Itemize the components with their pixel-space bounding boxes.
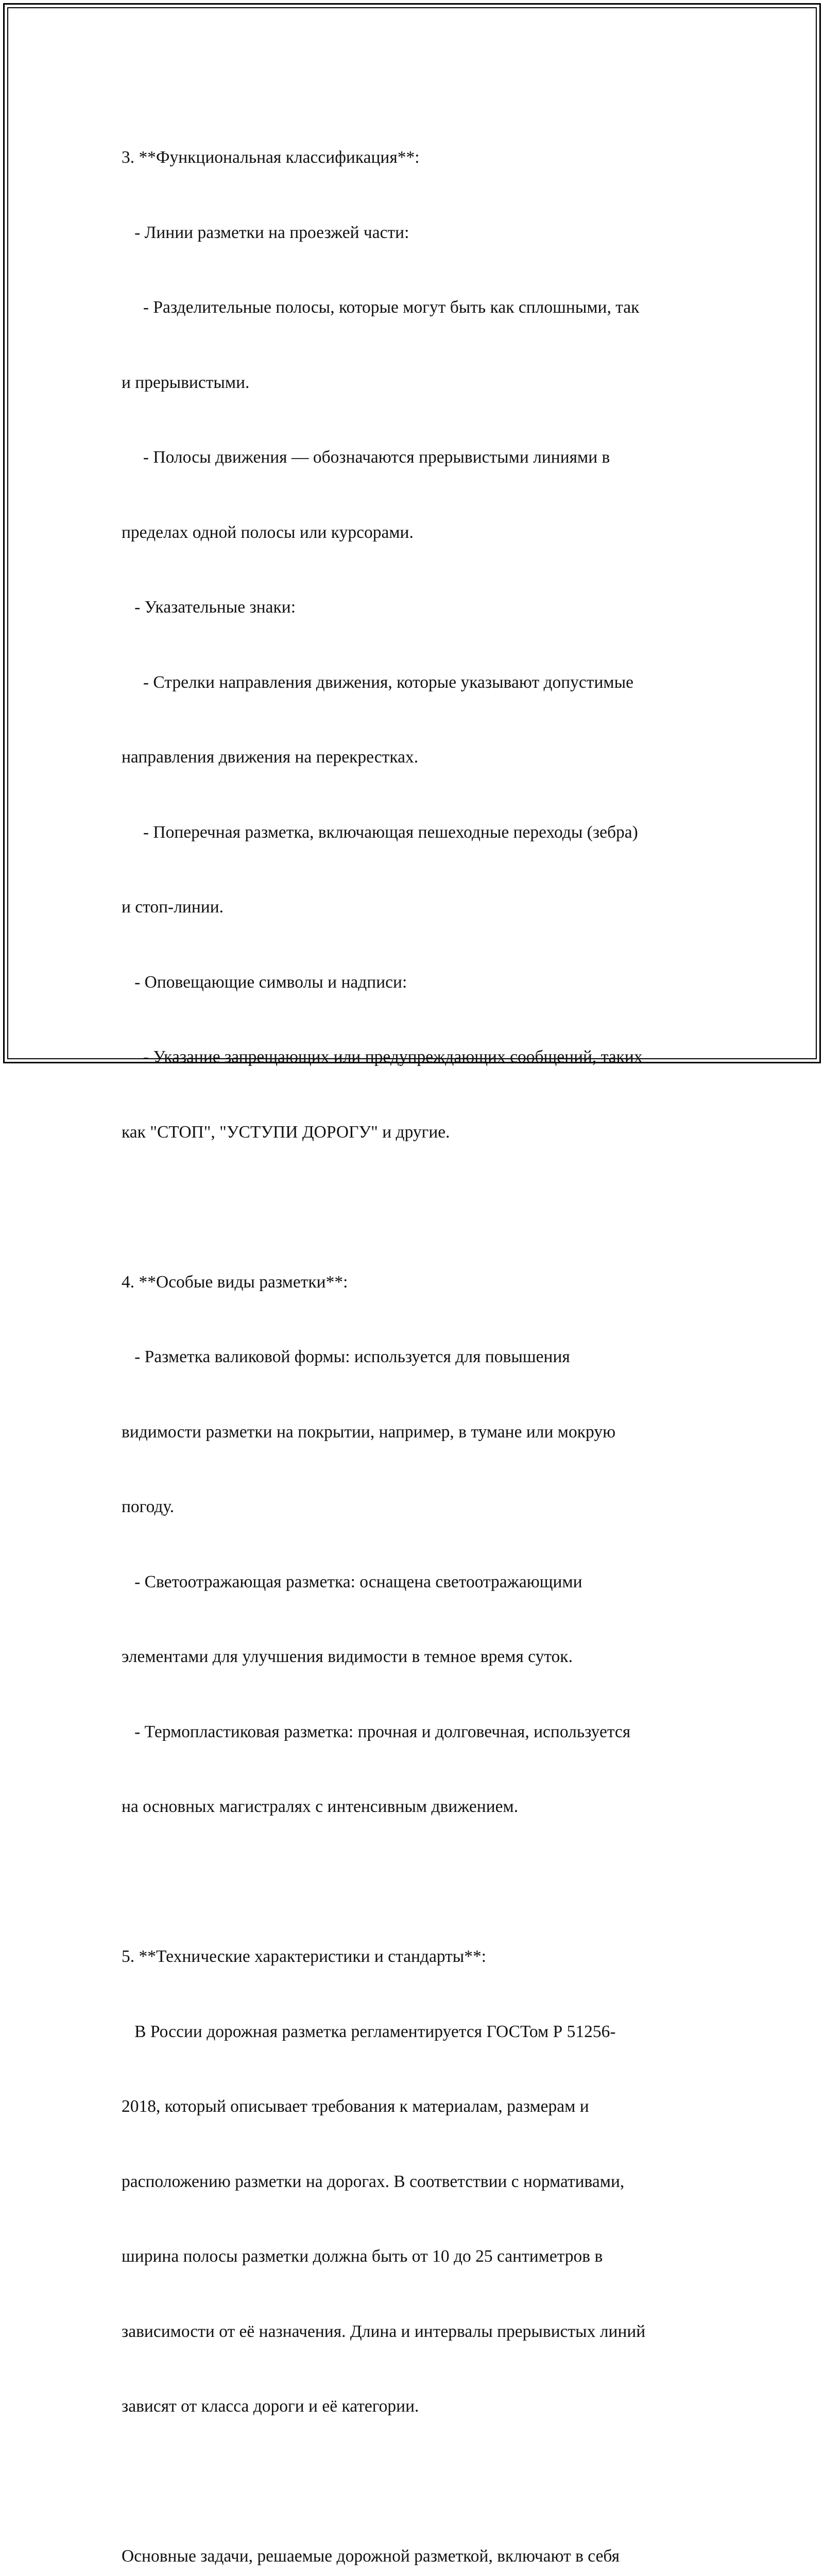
text-line: направления движения на перекрестках. xyxy=(122,748,419,767)
text-line: - Поперечная разметка, включающая пешеходные переходы (зебра) xyxy=(122,822,638,842)
text-line: зависимости от её назначения. Длина и интервалы прерывистых линий xyxy=(122,2321,646,2341)
text-line: расположению разметки на дорогах. В соответствии с нормативами, xyxy=(122,2172,625,2191)
text-line: видимости разметки на покрытии, например, в тумане или мокрую xyxy=(122,1422,616,1442)
text-line: пределах одной полосы или курсорами. xyxy=(122,522,414,542)
text-line: как "СТОП", "УСТУПИ ДОРОГУ" и другие. xyxy=(122,1122,450,1142)
text-line: - Светоотражающая разметка: оснащена светоотражающими xyxy=(122,1572,582,1591)
text-line: - Разметка валиковой формы: используется для повышения xyxy=(122,1347,570,1366)
text-line: и стоп-линии. xyxy=(122,897,224,917)
text-line: 5. **Технические характеристики и стандарты**: xyxy=(122,1947,487,1966)
text-line: В России дорожная разметка регламентируется ГОСТом Р 51256- xyxy=(122,2022,616,2041)
text-line: - Оповещающие символы и надписи: xyxy=(122,972,407,992)
text-line: 3. **Функциональная классификация**: xyxy=(122,148,420,167)
text-line: и прерывистыми. xyxy=(122,372,250,392)
text-line: 4. **Особые виды разметки**: xyxy=(122,1272,348,1292)
text-line: элементами для улучшения видимости в темное время суток. xyxy=(122,1647,573,1666)
text-line: - Разделительные полосы, которые могут быть как сплошными, так xyxy=(122,298,640,317)
blank-line xyxy=(122,1870,709,1895)
text-line: - Указание запрещающих или предупреждающих сообщений, таких xyxy=(122,1047,643,1066)
text-line: - Стрелки направления движения, которые указывают допустимые xyxy=(122,672,633,692)
text-line: - Полосы движения — обозначаются прерывистыми линиями в xyxy=(122,448,610,467)
blank-line xyxy=(122,1195,709,1220)
text-line: погоду. xyxy=(122,1497,175,1516)
text-line: 2018, который описывает требования к материалам, размерам и xyxy=(122,2097,589,2116)
text-line: ширина полосы разметки должна быть от 10 до 25 сантиметров в xyxy=(122,2247,603,2266)
text-line: Основные задачи, решаемые дорожной разметкой, включают в себя xyxy=(122,2547,620,2566)
text-line: на основных магистралях с интенсивным движением. xyxy=(122,1797,519,1816)
text-line: - Термопластиковая разметка: прочная и долговечная, используется xyxy=(122,1722,631,1741)
text-line: зависят от класса дороги и её категории. xyxy=(122,2397,419,2416)
blank-line xyxy=(122,2469,709,2495)
text-line: - Указательные знаки: xyxy=(122,598,296,617)
document-body xyxy=(122,95,709,2576)
text-line: - Линии разметки на проезжей части: xyxy=(122,223,409,242)
